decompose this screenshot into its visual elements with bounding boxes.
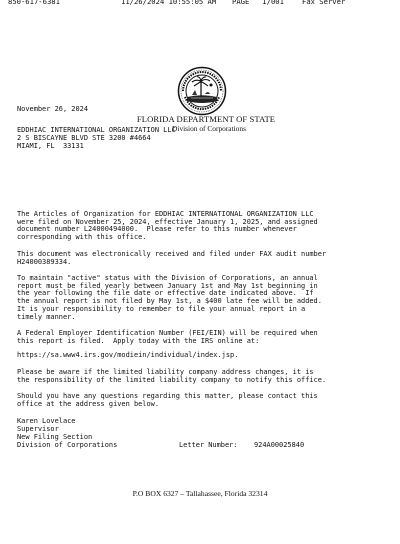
division-name: Division of Corporations (172, 124, 246, 133)
fax-header (0, 0, 400, 42)
paragraph-fei-ein: A Federal Employer Identification Number (FEI/EIN) will be required when this report is filed. Apply today with the IRS online at: (17, 329, 318, 345)
florida-state-seal-icon (177, 66, 227, 116)
paragraph-contact: Should you have any questions regarding this matter, please contact this office at the address given below. (17, 392, 318, 408)
letter-date: November 26, 2024 (17, 105, 89, 113)
signer-division: Division of Corporations (17, 441, 118, 449)
letter-number-label: Letter Number: (179, 441, 238, 449)
footer-address: P.O BOX 6327 – Tallahassee, Florida 32314 (132, 489, 268, 498)
paragraph-fax-audit: This document was electronically received and filed under FAX audit number H24000389334. (17, 250, 327, 266)
fax-phone: 850-617-6381 (8, 0, 60, 6)
address-line-3: MIAMI, FL 33131 (17, 142, 84, 150)
fax-server: Fax Server (302, 0, 346, 6)
paragraph-annual-report: To maintain "active" status with the Division of Corporations, an annual report must be filed yearly between January 1st and May 1st beginning in the year following the file date or effective date indicated above. If the annual report is not filed by May 1st, a $400 late fee will be added. It is your responsibility to remember to file your annual report in a timely manner. (17, 274, 322, 321)
paragraph-filing: The Articles of Organization for EDDHIAC INTERNATIONAL ORGANIZATION LLC were filed on November 25, 2024, effective January 1, 2025, and assigned document number L24000494000. Please refer to this number whenever corresponding with this office. (17, 210, 318, 242)
signer-title: Supervisor (17, 425, 59, 433)
signer-name: Karen Lovelace (17, 417, 76, 425)
fax-datetime: 11/26/2024 10:55:05 AM (121, 0, 217, 6)
address-line-2: 2 S BISCAYNE BLVD STE 3200 #4664 (17, 134, 151, 142)
letter-number: 924A00025840 (254, 441, 305, 449)
department-name: FLORIDA DEPARTMENT OF STATE (136, 114, 276, 124)
paragraph-address-change: Please be aware if the limited liability company address changes, it is the responsibility of the limited liability company to notify this office. (17, 368, 327, 384)
irs-url: https://sa.www4.irs.gov/modiein/individual/index.jsp. (17, 351, 239, 359)
address-line-1: EDDHIAC INTERNATIONAL ORGANIZATION LLC (17, 126, 176, 134)
signer-section: New Filing Section (17, 433, 93, 441)
fax-page: PAGE 1/001 (232, 0, 284, 6)
